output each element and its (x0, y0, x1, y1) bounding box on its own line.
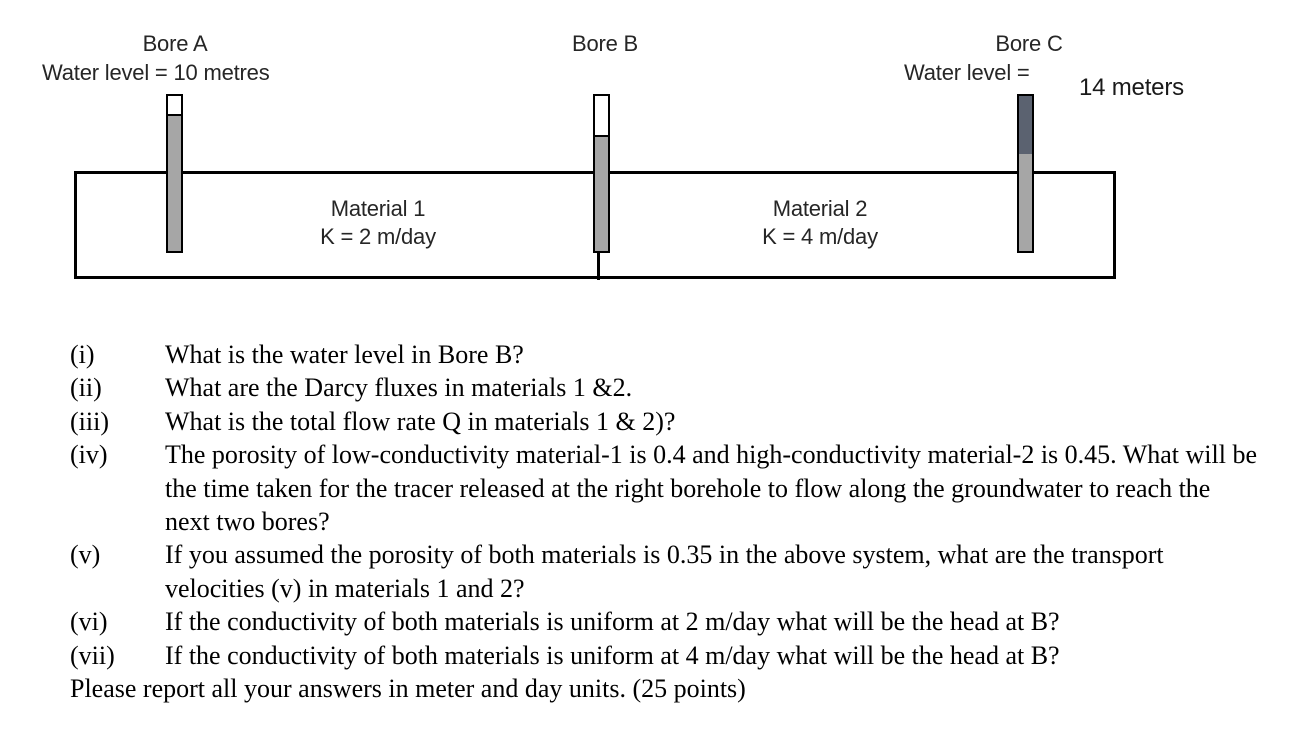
question-item (70, 605, 1260, 638)
question-item (70, 438, 1260, 538)
question-text: What is the water level in Bore B? (165, 340, 524, 369)
material-2-label: Material 2 (772, 196, 868, 221)
bore-c-pipe (1017, 94, 1034, 253)
bore-a-pipe (166, 94, 183, 253)
question-item (70, 405, 1260, 438)
bore-a-label: Bore A (142, 31, 208, 56)
bore-b-pipe (593, 94, 610, 253)
question-number: (vii) (70, 640, 115, 670)
question-item (70, 639, 1260, 672)
material-divider (597, 250, 600, 280)
material-2-conductivity: K = 4 m/day (762, 224, 878, 249)
bore-a-water-level-label: Water level = 10 metres (42, 60, 270, 85)
material-1-conductivity: K = 2 m/day (320, 224, 436, 249)
bore-c-label: Bore C (995, 31, 1063, 56)
question-number: (v) (70, 540, 101, 570)
question-number: (ii) (70, 373, 102, 403)
bore-b-water-column (595, 135, 608, 251)
bore-b-label: Bore B (571, 31, 639, 56)
bore-a-water-column (168, 114, 181, 251)
question-text: What are the Darcy fluxes in materials 1 &2. (165, 373, 633, 403)
question-item (70, 538, 1260, 605)
question-text: If you assumed the porosity of both materials is 0.35 in the above system, what are the transport velocities (v) in materials 1 and 2? (165, 540, 1164, 603)
question-text: If the conductivity of both materials is uniform at 4 m/day what will be the head at B? (165, 640, 1060, 670)
question-number: (iii) (70, 406, 109, 436)
question-item (70, 338, 1260, 371)
question-list (70, 338, 1260, 705)
question-text: What is the total flow rate Q in materials 1 & 2)? (165, 406, 676, 436)
question-number: (vi) (70, 607, 108, 637)
question-item (70, 371, 1260, 404)
bore-c-water-level-label: Water level = (904, 60, 1030, 85)
question-text: If the conductivity of both materials is uniform at 2 m/day what will be the head at B? (165, 607, 1060, 637)
question-number: (iv) (70, 440, 108, 470)
question-text: The porosity of low-conductivity material-1 is 0.4 and high-conductivity material-2 is 0.45. What will be the time taken for the tracer released at the right borehole to flow along the groundwater to reach the next two bores? (165, 440, 1257, 537)
material-1-label: Material 1 (330, 196, 426, 221)
units-instruction: Please report all your answers in meter and day units. (25 points) (70, 674, 746, 704)
bore-c-water-column (1019, 96, 1032, 251)
question-number: (i) (70, 340, 95, 369)
bore-c-water-top (1019, 96, 1032, 154)
bore-c-level-value: 14 meters (1079, 74, 1184, 101)
